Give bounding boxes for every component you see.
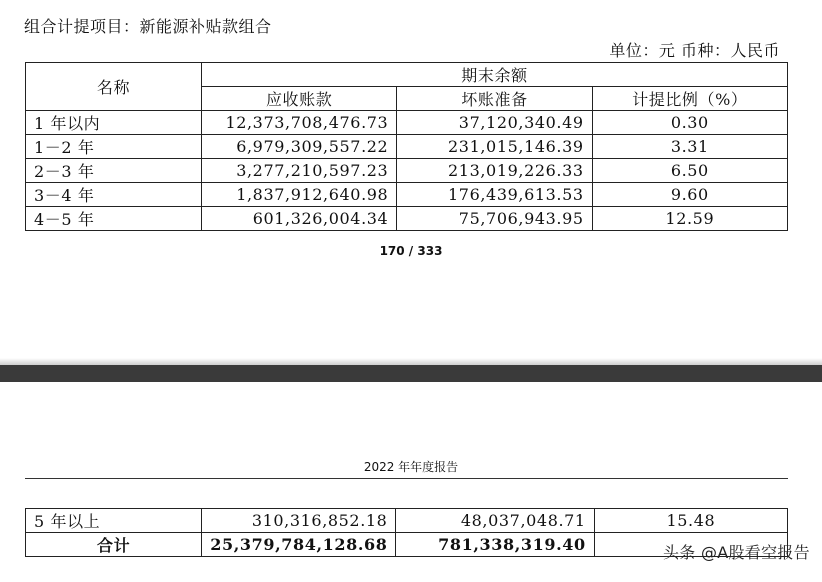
total-label: 合计 [26, 533, 202, 557]
table-row [26, 183, 788, 207]
row-bad-debt: 48,037,048.71 [396, 509, 594, 533]
row-name: 1－2 年 [26, 135, 202, 159]
table-row [26, 111, 788, 135]
row-name: 3－4 年 [26, 183, 202, 207]
total-receivable: 25,379,784,128.68 [202, 533, 396, 557]
row-ratio: 0.30 [592, 111, 787, 135]
table-row [26, 135, 788, 159]
header-row-1 [26, 63, 788, 87]
unit-currency-line: 单位：元 币种：人民币 [609, 41, 780, 60]
row-receivable: 6,979,309,557.22 [202, 135, 397, 159]
report-header: 2022 年年度报告 [363, 460, 459, 474]
header-period-end-balance: 期末余额 [202, 63, 788, 87]
header-bad-debt: 坏账准备 [397, 87, 592, 111]
row-ratio: 15.48 [594, 509, 787, 533]
page-number: 170 / 333 [379, 244, 443, 258]
row-ratio: 6.50 [592, 159, 787, 183]
row-receivable: 12,373,708,476.73 [202, 111, 397, 135]
row-receivable: 601,326,004.34 [202, 207, 397, 231]
row-bad-debt: 176,439,613.53 [397, 183, 592, 207]
header-ratio: 计提比例（%） [592, 87, 787, 111]
bad-debt-table-top [25, 62, 788, 231]
row-receivable: 3,277,210,597.23 [202, 159, 397, 183]
row-receivable: 310,316,852.18 [202, 509, 396, 533]
row-bad-debt: 37,120,340.49 [397, 111, 592, 135]
total-bad-debt: 781,338,319.40 [396, 533, 594, 557]
row-name: 4－5 年 [26, 207, 202, 231]
table-row [26, 159, 788, 183]
header-name: 名称 [26, 63, 202, 111]
row-receivable: 1,837,912,640.98 [202, 183, 397, 207]
row-ratio: 9.60 [592, 183, 787, 207]
page-break-shadow [0, 358, 822, 365]
row-bad-debt: 213,019,226.33 [397, 159, 592, 183]
section-title: 组合计提项目：新能源补贴款组合 [24, 17, 272, 36]
row-ratio: 12.59 [592, 207, 787, 231]
page-break-divider [0, 365, 822, 382]
row-name: 5 年以上 [26, 509, 202, 533]
row-name: 1 年以内 [26, 111, 202, 135]
watermark: 头条 @A股看空报告 [662, 543, 810, 562]
row-name: 2－3 年 [26, 159, 202, 183]
table-row [26, 207, 788, 231]
table-row [26, 509, 788, 533]
row-ratio: 3.31 [592, 135, 787, 159]
report-header-rule [25, 478, 788, 479]
row-bad-debt: 231,015,146.39 [397, 135, 592, 159]
row-bad-debt: 75,706,943.95 [397, 207, 592, 231]
header-receivable: 应收账款 [202, 87, 397, 111]
